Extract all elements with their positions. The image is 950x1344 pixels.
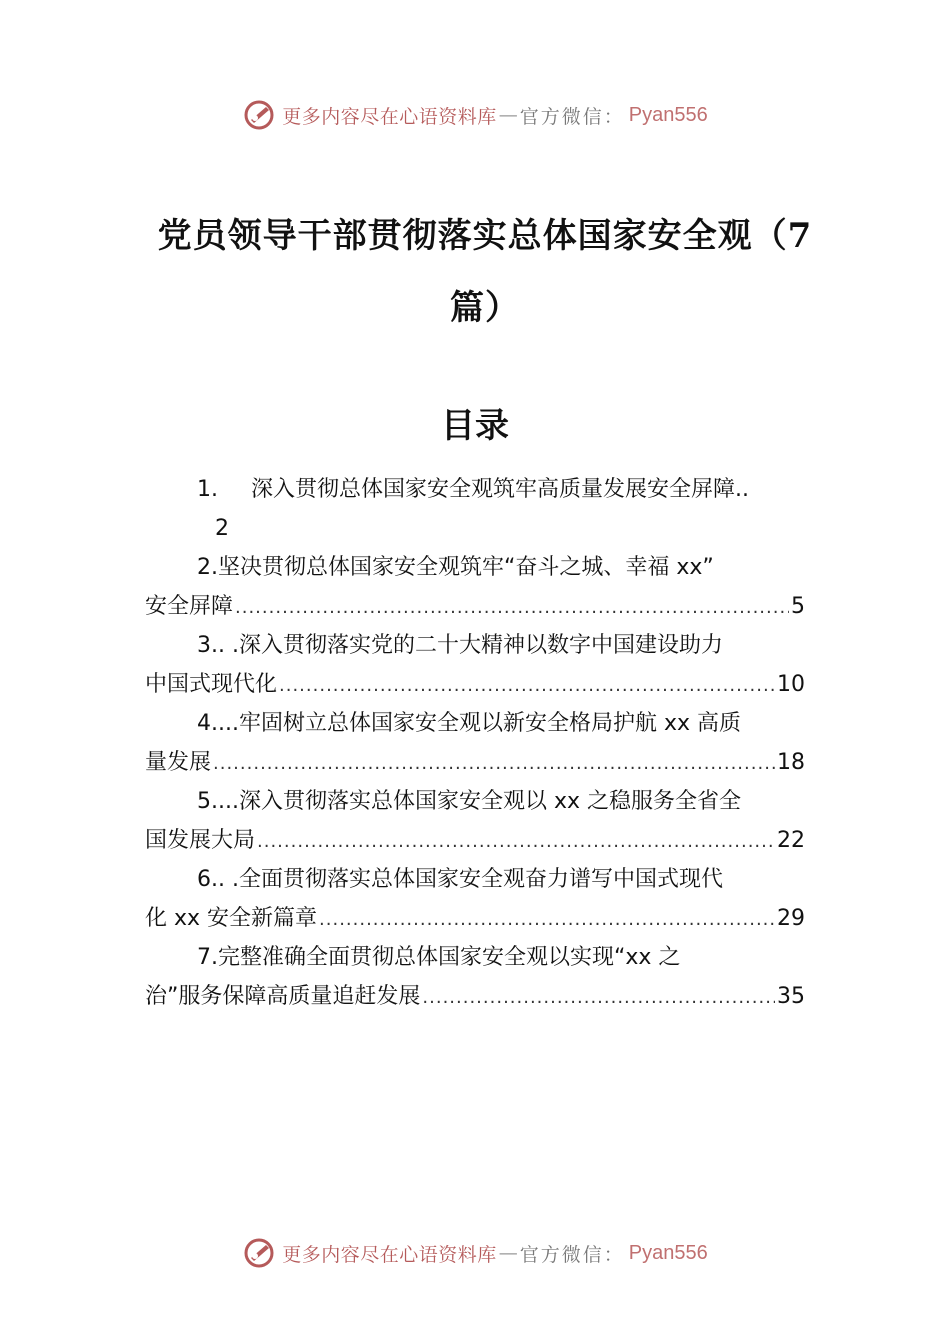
toc-entry-page: 35 xyxy=(777,984,805,1009)
toc-entry-text: 5....深入贯彻落实总体国家安全观以 xx 之稳服务全省全 xyxy=(197,789,741,814)
brand-logo-icon xyxy=(242,1236,276,1270)
banner-brand-text: 更多内容尽在心语资料库 xyxy=(282,1243,497,1266)
dot-leader xyxy=(213,743,775,783)
dot-leader xyxy=(319,899,775,939)
dot-leader xyxy=(235,587,789,627)
banner-wechat-handle: Pyan556 xyxy=(628,1241,708,1264)
document-title xyxy=(140,200,830,344)
header-banner xyxy=(0,95,950,135)
toc-entry-continuation xyxy=(145,821,805,860)
toc-entry-page: 10 xyxy=(777,672,805,697)
toc-entry-number: 1. xyxy=(197,477,218,502)
dot-leader xyxy=(257,821,775,861)
toc-entry-1[interactable] xyxy=(145,470,805,548)
toc-entry-3[interactable] xyxy=(145,626,805,704)
toc-entry-page: 22 xyxy=(777,828,805,853)
dot-leader xyxy=(279,665,775,705)
toc-entry-continuation xyxy=(145,665,805,704)
toc-entry-title-end: 量发展 xyxy=(145,750,212,775)
document-title-line-1: 党员领导干部贯彻落实总体国家安全观（7 xyxy=(157,216,813,256)
toc-entry-6[interactable] xyxy=(145,860,805,938)
toc-entry-title-end: 中国式现代化 xyxy=(145,672,278,697)
toc-entry-4[interactable] xyxy=(145,704,805,782)
toc-entry-title-end: 治”服务保障高质量追赶发展 xyxy=(145,984,421,1009)
document-title-line-2: 篇） xyxy=(450,288,520,328)
toc-entry-continuation xyxy=(145,899,805,938)
toc-entry-title: 深入贯彻总体国家安全观筑牢高质量发展安全屏障.. xyxy=(251,477,749,502)
toc-entry-text xyxy=(145,470,805,509)
banner-separator: — xyxy=(498,1242,518,1264)
toc-entry-text: 2.坚决贯彻总体国家安全观筑牢“奋斗之城、幸福 xx” xyxy=(197,555,714,580)
toc-entry-page: 29 xyxy=(777,906,805,931)
toc-entry-title-end: 国发展大局 xyxy=(145,828,256,853)
toc-entry-continuation xyxy=(145,587,805,626)
toc-entry-7[interactable] xyxy=(145,938,805,1016)
toc-entry-2[interactable] xyxy=(145,548,805,626)
toc-entry-title-end: 安全屏障 xyxy=(145,594,234,619)
banner-wechat-label: 官方微信： xyxy=(519,1243,625,1266)
brand-logo-icon xyxy=(242,98,276,132)
toc-entry-text: 4....牢固树立总体国家安全观以新安全格局护航 xx 高质 xyxy=(197,711,741,736)
toc-entry-text: 7.完整准确全面贯彻总体国家安全观以实现“xx 之 xyxy=(197,945,681,970)
toc-entry-text: 3.. .深入贯彻落实党的二十大精神以数字中国建设助力 xyxy=(197,633,723,658)
toc-entry-continuation xyxy=(145,743,805,782)
toc-entry-page: 5 xyxy=(791,594,805,619)
toc-entry-text: 6.. .全面贯彻落实总体国家安全观奋力谱写中国式现代 xyxy=(197,867,723,892)
banner-brand-text: 更多内容尽在心语资料库 xyxy=(282,105,497,128)
toc-entry-5[interactable] xyxy=(145,782,805,860)
footer-banner xyxy=(0,1233,950,1273)
toc-entry-title-end: 化 xx 安全新篇章 xyxy=(145,906,318,931)
table-of-contents xyxy=(145,470,805,1016)
dot-leader xyxy=(422,977,775,1017)
banner-wechat-label: 官方微信： xyxy=(519,105,625,128)
toc-heading: 目录 xyxy=(441,406,509,446)
toc-entry-page: 18 xyxy=(777,750,805,775)
toc-entry-page: 2 xyxy=(215,516,229,541)
banner-separator: — xyxy=(498,104,518,126)
banner-wechat-handle: Pyan556 xyxy=(628,103,708,126)
toc-entry-continuation xyxy=(145,977,805,1016)
